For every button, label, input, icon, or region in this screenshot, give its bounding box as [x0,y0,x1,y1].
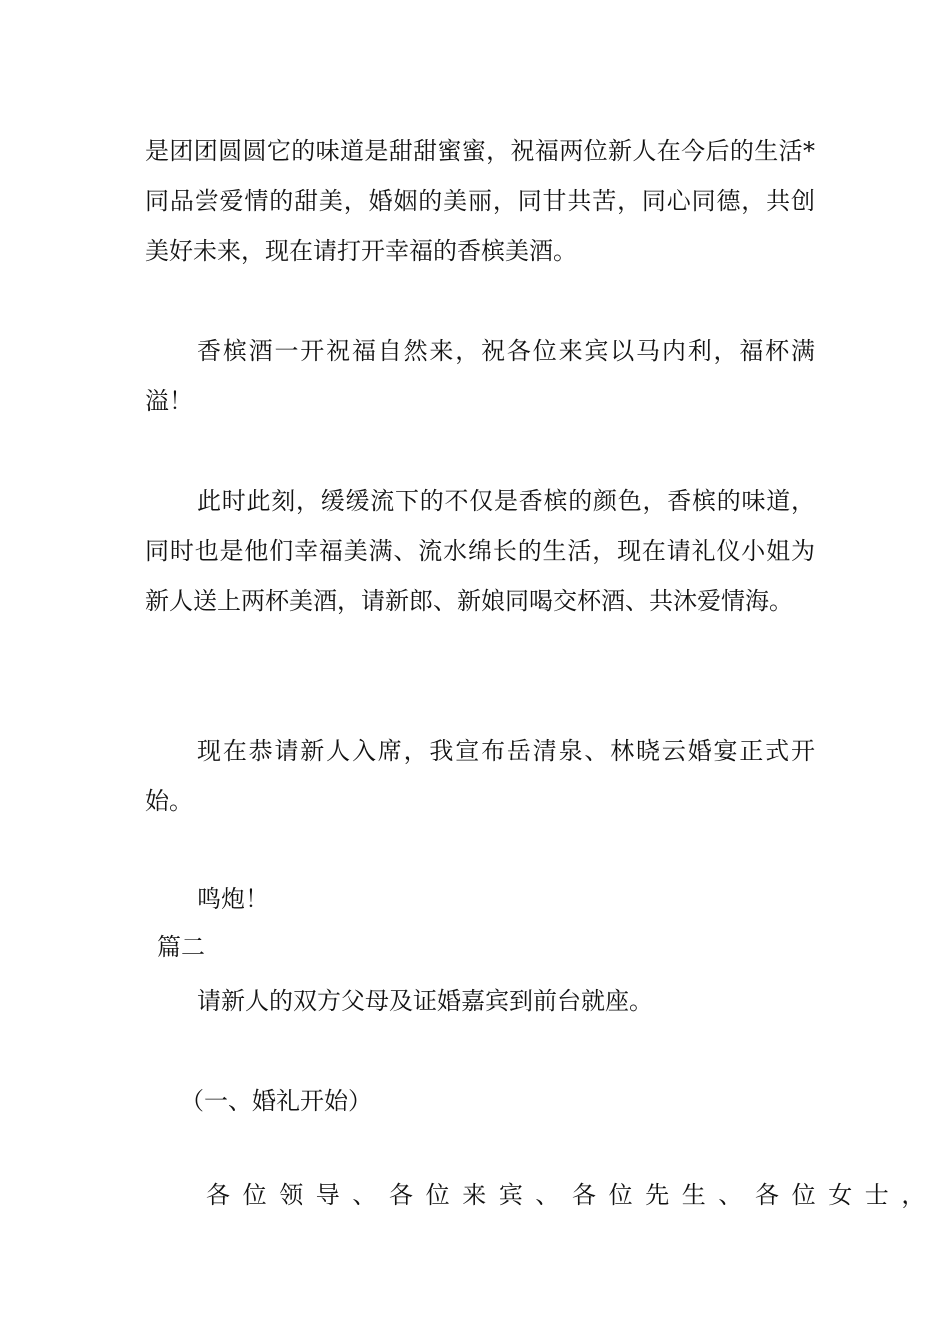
paragraph-banquet-start: 现在恭请新人入席，我宣布岳清泉、林晓云婚宴正式开始。 [145,737,815,815]
paragraph-parents-seating: 请新人的双方父母及证婚嘉宾到前台就座。 [197,987,653,1015]
paragraph-champagne-blessing: 香槟酒一开祝福自然来，祝各位来宾以马内利，福杯满溢！ [145,337,815,415]
paragraph-firecrackers: 鸣炮！ [197,885,269,913]
paragraph-ceremony-start: （一、婚礼开始） [180,1087,372,1115]
section-heading: 篇二 [157,933,205,961]
paragraph-greeting: 各位领导、各位来宾、各位先生、各位女士， [206,1181,938,1209]
paragraph-champagne-toast: 是团团圆圆它的味道是甜甜蜜蜜，祝福两位新人在今后的生活*同品尝爱情的甜美，婚姻的美丽，同甘共苦，同心同德，共创美好未来，现在请打开幸福的香槟美酒。 [145,137,815,265]
paragraph-cross-cup-wine: 此时此刻，缓缓流下的不仅是香槟的颜色，香槟的味道，同时也是他们幸福美满、流水绵长的生活，现在请礼仪小姐为新人送上两杯美酒，请新郎、新娘同喝交杯酒、共沐爱情海。 [145,487,815,615]
